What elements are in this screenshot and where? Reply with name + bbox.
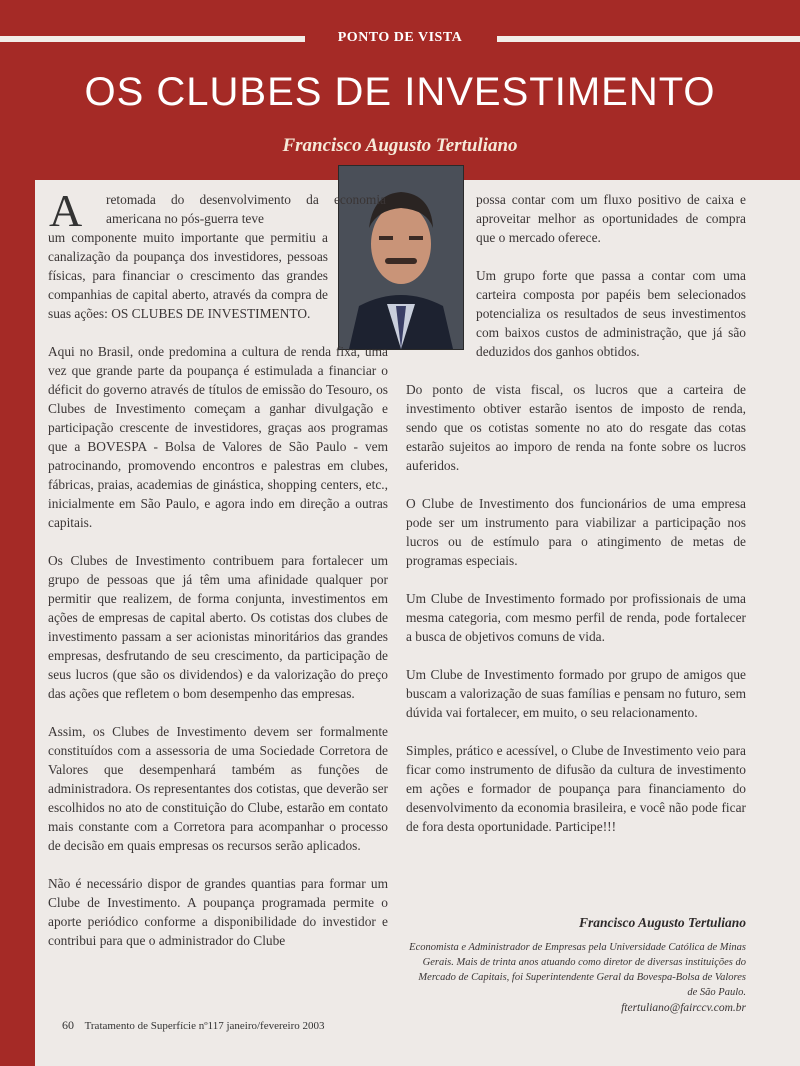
left-column: [48, 185, 388, 969]
page-footer: [62, 1018, 325, 1033]
paragraph-2: Aqui no Brasil, onde predomina a cultura de renda fixa, uma vez que grande parte da poupança é estimulada a financiar o déficit do governo através de títulos de emissão do Tesouro, os Clubes de Investimento começam a ganhar divulgação e participação crescente de investidores, graças aos programas que a BOVESPA - Bolsa de Valores de São Paulo - vem patrocinando, promovendo encontros e palestras em clubes, fábricas, praias, academias de ginástica, shopping centers, etc., inicialmente em São Paulo, e agora indo em direção a outras capitais.: [48, 344, 388, 530]
article-title: OS CLUBES DE INVESTIMENTO: [84, 70, 716, 114]
intro-paragraph-rest: um componente muito importante que permitiu a canalização da poupança dos investidores, pessoas físicas, para financiar o crescimento das grandes companhias de capital aberto, através da compra de suas ações: OS CLUBES DE INVESTIMENTO.: [48, 230, 328, 321]
paragraph-9: O Clube de Investimento dos funcionários de uma empresa pode ser um instrumento para viabilizar a participação nos lucros ou de estímulo para o atingimento de metas de programas especiais.: [406, 496, 746, 568]
author-bio: Economista e Administrador de Empresas pela Universidade Católica de Minas Gerais. Mais de trinta anos atuando como diretor de diversas instituições do Mercado de Capitais, foi Superintendente Geral da Bovespa-Bolsa de Valores de São Paulo.: [409, 942, 746, 998]
author-email: ftertuliano@fairccv.com.br: [621, 1002, 746, 1014]
paragraph-7: Um grupo forte que passa a contar com uma carteira composta por papéis bem selecionados potencializa os resultados de seus investimentos com baixos custos de administração, que já são deduzidos dos ganhos obtidos.: [476, 268, 746, 359]
paragraph-12: Simples, prático e acessível, o Clube de Investimento veio para ficar como instrumento de difusão da cultura de investimento em ações e formador de poupança para financiamento do desenvolvimento da economia brasileira, e você não pode ficar de fora desta oportunidade. Participe!!!: [406, 743, 746, 834]
paragraph-8: Do ponto de vista fiscal, os lucros que a carteira de investimento obtiver estarão isentos de imposto de renda, sendo que os cotistas somente no ato do resgate das cotas estarão sujeitos ao imporo de renda na fonte sobre os lucros auferidos.: [406, 382, 746, 473]
section-label: PONTO DE VISTA: [337, 30, 463, 45]
header-rule-left: [0, 36, 305, 42]
article-byline: Francisco Augusto Tertuliano: [282, 135, 518, 156]
drop-cap: A: [49, 185, 83, 236]
paragraph-4: Assim, os Clubes de Investimento devem ser formalmente constituídos com a assessoria de uma Sociedade Corretora de Valores que desempenhará também as funções de administradora. Os representantes dos cotistas, que deverão ser escolhidos no ato de constituição do Clube, estarão em contato mais constante com a Corretora para acompanhar o processo de decisão em quais empresas os recursos serão aplicados.: [48, 724, 388, 853]
right-column: [406, 190, 746, 855]
author-signature: Francisco Augusto Tertuliano: [578, 915, 746, 930]
paragraph-6: possa contar com um fluxo positivo de caixa e aproveitar melhor as oportunidades de compra que o mercado oferece.: [476, 192, 746, 245]
paragraph-10: Um Clube de Investimento formado por profissionais de uma mesma categoria, com mesmo perfil de renda, pode fortalecer a busca de objetivos comuns de vida.: [406, 591, 746, 644]
page-number: 60: [62, 1018, 74, 1032]
paragraph-11: Um Clube de Investimento formado por grupo de amigos que buscam a valorização de suas famílias e pensam no futuro, sem dúvida vai fortalecer, em muito, o seu relacionamento.: [406, 667, 746, 720]
intro-paragraph-start: retomada do desenvolvimento da economia americana no pós-guerra teve: [106, 192, 386, 226]
header-rule-right: [497, 36, 800, 42]
paragraph-5: Não é necessário dispor de grandes quantias para formar um Clube de Investimento. A poupança programada permite o aporte periódico conforme a disponibilidade do investidor e contribui para que o administrador do Clube: [48, 876, 388, 948]
publication-info: Tratamento de Superfície nº117 janeiro/fevereiro 2003: [84, 1020, 325, 1032]
paragraph-3: Os Clubes de Investimento contribuem para fortalecer um grupo de pessoas que já têm uma afinidade qualquer por permitir que realizem, de forma conjunta, investimentos em ações de empresas de capital aberto. Os cotistas dos clubes de investimento passam a ser acionistas minoritários das grandes empresas, desfrutando de seu crescimento, da participação de seus lucros (que são os dividendos) e da valorização do preço das ações que refletem o bom desempenho das empresas.: [48, 553, 388, 701]
